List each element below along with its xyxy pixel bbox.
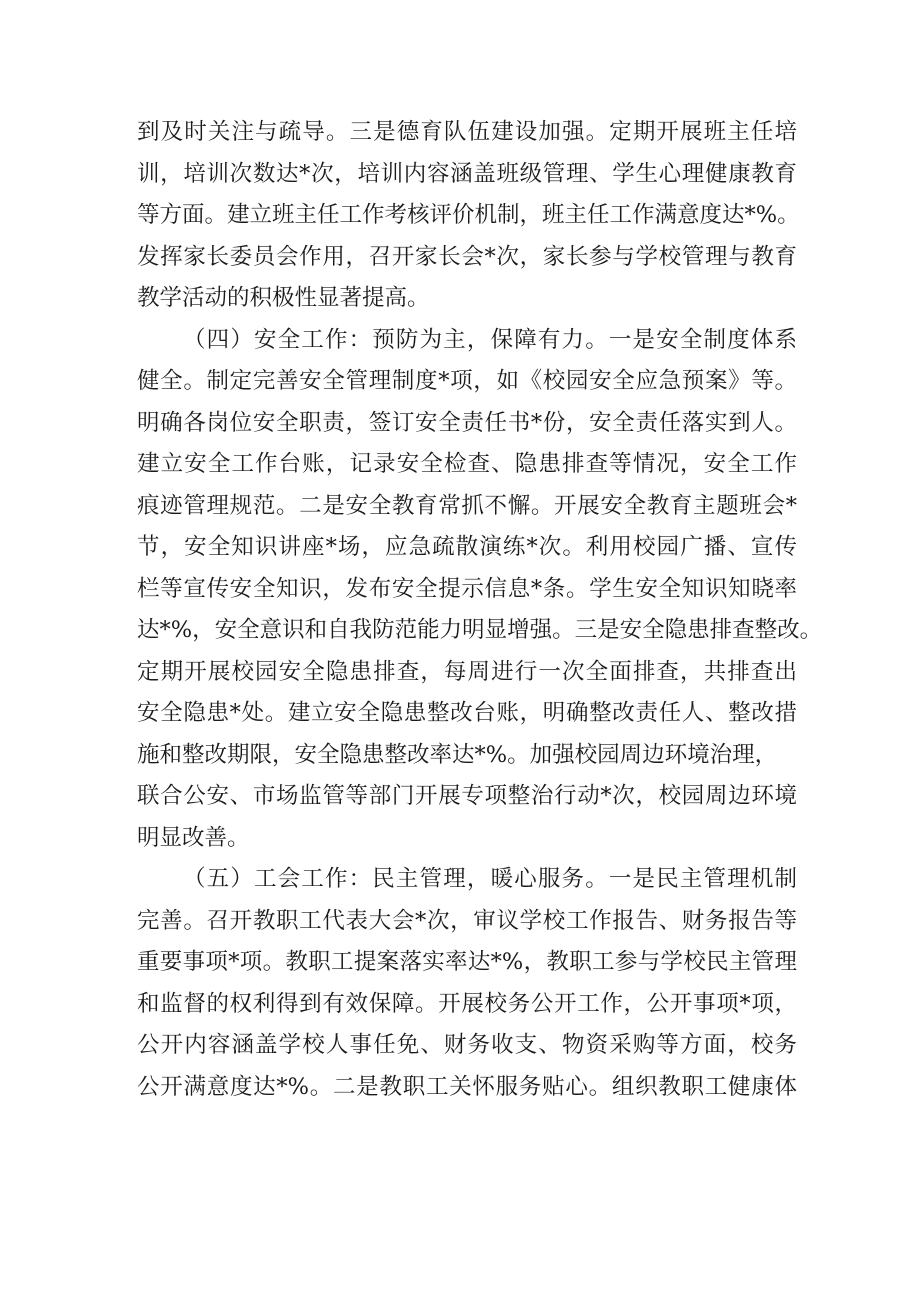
text-line: 训，培训次数达*次，培训内容涵盖班级管理、学生心理健康教育 — [137, 160, 797, 187]
text-line: 节，安全知识讲座*场，应急疏散演练*次。利用校园广播、宣传 — [137, 534, 797, 560]
text-line: 建立安全工作台账，记录安全检查、隐患排查等情况，安全工作 — [137, 451, 797, 477]
text-line: 痕迹管理规范。二是安全教育常抓不懈。开展安全教育主题班会* — [137, 492, 797, 519]
text-line: （五）工会工作：民主管理，暖心服务。一是民主管理机制 — [183, 866, 797, 892]
text-line: 等方面。建立班主任工作考核评价机制，班主任工作满意度达*%。 — [137, 202, 800, 228]
text-line: 达*%，安全意识和自我防范能力明显增强。三是安全隐患排查整改。 — [137, 617, 823, 643]
text-line: 安全隐患*处。建立安全隐患整改台账，明确整改责任人、整改措 — [137, 700, 797, 726]
text-line: 明确各岗位安全职责，签订安全责任书*份，安全责任落实到人。 — [137, 409, 797, 436]
text-line: 公开内容涵盖学校人事任免、财务收支、物资采购等方面，校务 — [137, 1032, 797, 1058]
text-line: 栏等宣传安全知识，发布安全提示信息*条。学生安全知识知晓率 — [137, 575, 797, 602]
text-line: 公开满意度达*%。二是教职工关怀服务贴心。组织教职工健康体 — [137, 1073, 797, 1100]
text-line: （四）安全工作：预防为主，保障有力。一是安全制度体系 — [183, 326, 797, 353]
text-line: 到及时关注与疏导。三是德育队伍建设加强。定期开展班主任培 — [137, 119, 797, 145]
text-line: 联合公安、市场监管等部门开展专项整治行动*次，校园周边环境 — [137, 783, 797, 809]
text-line: 完善。召开教职工代表大会*次，审议学校工作报告、财务报告等 — [137, 907, 797, 934]
text-line: 明显改善。 — [137, 824, 250, 851]
text-line: 教学活动的积极性显著提高。 — [137, 285, 430, 311]
text-line: 定期开展校园安全隐患排查，每周进行一次全面排查，共排查出 — [137, 658, 797, 685]
text-line: 施和整改期限，安全隐患整改率达*%。加强校园周边环境治理， — [137, 741, 778, 768]
text-line: 和监督的权利得到有效保障。开展校务公开工作，公开事项*项， — [137, 990, 797, 1017]
text-line: 发挥家长委员会作用，召开家长会*次，家长参与学校管理与教育 — [137, 243, 797, 270]
text-line: 重要事项*项。教职工提案落实率达*%，教职工参与学校民主管理 — [137, 949, 797, 975]
text-line: 健全。制定完善安全管理制度*项，如《校园安全应急预案》等。 — [137, 368, 797, 394]
